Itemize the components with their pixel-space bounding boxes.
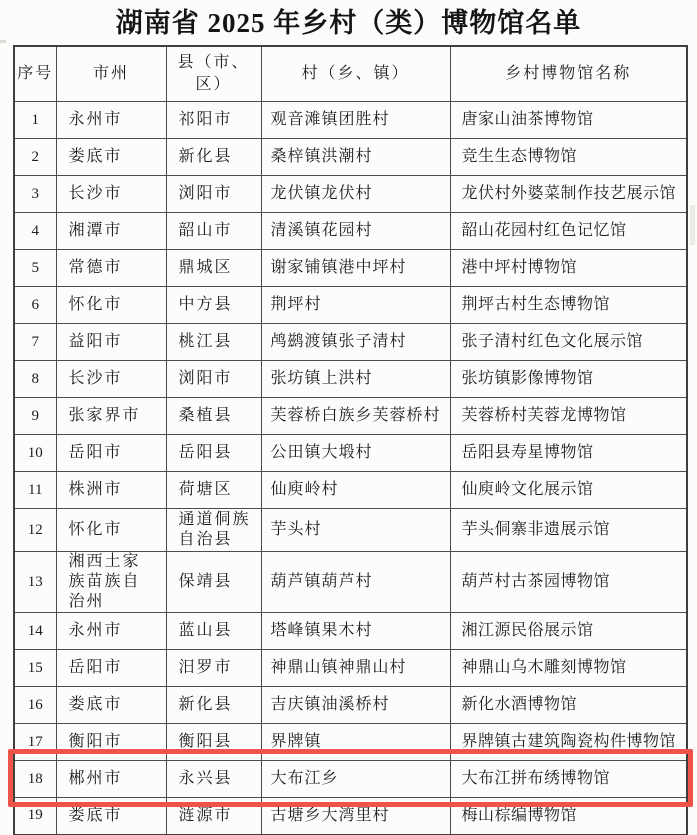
table-row-9 [14,398,687,435]
cell-seq: 6 [14,287,56,324]
column-header-county: 县（市、区） [166,46,261,102]
cell-museum-name: 梅山棕编博物馆 [450,798,687,835]
cell-city: 湘潭市 [56,213,166,250]
cell-county: 新化县 [166,687,261,724]
cell-county: 祁阳市 [166,102,261,139]
cell-county: 浏阳市 [166,361,261,398]
cell-seq: 3 [14,176,56,213]
cell-county: 浏阳市 [166,176,261,213]
cell-village: 葫芦镇葫芦村 [261,552,450,613]
cell-seq: 15 [14,650,56,687]
cell-museum-name: 新化水酒博物馆 [450,687,687,724]
cell-village: 龙伏镇龙伏村 [261,176,450,213]
table-row-11 [14,472,687,509]
cell-seq: 4 [14,213,56,250]
cell-city: 永州市 [56,613,166,650]
cell-village: 清溪镇花园村 [261,213,450,250]
cell-museum-name: 荆坪古村生态博物馆 [450,287,687,324]
cell-seq: 13 [14,552,56,613]
table-body [14,102,687,835]
cell-seq: 7 [14,324,56,361]
table-row-3 [14,176,687,213]
cell-seq: 12 [14,509,56,552]
table-row-7 [14,324,687,361]
table-row-19 [14,798,687,835]
table-row-6 [14,287,687,324]
cell-county: 永兴县 [166,761,261,798]
cell-museum-name: 湘江源民俗展示馆 [450,613,687,650]
cell-county: 通道侗族自治县 [166,509,261,552]
cell-county: 保靖县 [166,552,261,613]
cell-county: 衡阳县 [166,724,261,761]
cell-county: 岳阳县 [166,435,261,472]
cell-city: 常德市 [56,250,166,287]
cell-village: 界牌镇 [261,724,450,761]
table-row-15 [14,650,687,687]
cell-village: 芋头村 [261,509,450,552]
cell-museum-name: 竞生生态博物馆 [450,139,687,176]
cell-seq: 19 [14,798,56,835]
cell-city: 郴州市 [56,761,166,798]
table-row-17 [14,724,687,761]
cell-museum-name: 大布江拼布绣博物馆 [450,761,687,798]
table-row-16 [14,687,687,724]
cell-seq: 18 [14,761,56,798]
cell-city: 长沙市 [56,176,166,213]
cell-village: 鸬鹚渡镇张子清村 [261,324,450,361]
cell-village: 荆坪村 [261,287,450,324]
table-row-1 [14,102,687,139]
cell-village: 桑梓镇洪潮村 [261,139,450,176]
cell-city: 长沙市 [56,361,166,398]
cell-village: 观音滩镇团胜村 [261,102,450,139]
cell-village: 塔峰镇果木村 [261,613,450,650]
cell-county: 韶山市 [166,213,261,250]
cell-village: 吉庆镇油溪桥村 [261,687,450,724]
cell-museum-name: 芙蓉桥村芙蓉龙博物馆 [450,398,687,435]
cell-museum-name: 韶山花园村红色记忆馆 [450,213,687,250]
cell-city: 岳阳市 [56,650,166,687]
cell-village: 芙蓉桥白族乡芙蓉桥村 [261,398,450,435]
scan-artifact [0,40,6,43]
cell-county: 涟源市 [166,798,261,835]
cell-museum-name: 张子清村红色文化展示馆 [450,324,687,361]
cell-village: 古塘乡大湾里村 [261,798,450,835]
cell-village: 公田镇大塅村 [261,435,450,472]
column-header-museum-name: 乡村博物馆名称 [450,46,687,102]
cell-museum-name: 葫芦村古茶园博物馆 [450,552,687,613]
column-header-city: 市州 [56,46,166,102]
cell-city: 怀化市 [56,287,166,324]
cell-museum-name: 芋头侗寨非遗展示馆 [450,509,687,552]
table-row-5 [14,250,687,287]
cell-museum-name: 龙伏村外婆菜制作技艺展示馆 [450,176,687,213]
cell-seq: 17 [14,724,56,761]
cell-seq: 16 [14,687,56,724]
cell-city: 岳阳市 [56,435,166,472]
cell-seq: 2 [14,139,56,176]
cell-village: 大布江乡 [261,761,450,798]
cell-village: 神鼎山镇神鼎山村 [261,650,450,687]
table-header [14,46,687,102]
cell-village: 仙庾岭村 [261,472,450,509]
cell-museum-name: 唐家山油茶博物馆 [450,102,687,139]
cell-county: 中方县 [166,287,261,324]
cell-museum-name: 岳阳县寿星博物馆 [450,435,687,472]
column-header-village: 村（乡、镇） [261,46,450,102]
cell-city: 益阳市 [56,324,166,361]
table-row-4 [14,213,687,250]
cell-village: 谢家铺镇港中坪村 [261,250,450,287]
cell-county: 新化县 [166,139,261,176]
cell-city: 张家界市 [56,398,166,435]
cell-county: 桑植县 [166,398,261,435]
cell-county: 汨罗市 [166,650,261,687]
museum-table [13,45,688,835]
cell-city: 娄底市 [56,139,166,176]
cell-museum-name: 仙庾岭文化展示馆 [450,472,687,509]
cell-museum-name: 张坊镇影像博物馆 [450,361,687,398]
table-row-8 [14,361,687,398]
table-row-10 [14,435,687,472]
cell-museum-name: 神鼎山乌木雕刻博物馆 [450,650,687,687]
cell-seq: 11 [14,472,56,509]
cell-city: 怀化市 [56,509,166,552]
cell-city: 株洲市 [56,472,166,509]
cell-county: 荷塘区 [166,472,261,509]
cell-seq: 14 [14,613,56,650]
cell-county: 桃江县 [166,324,261,361]
cell-county: 鼎城区 [166,250,261,287]
scan-artifact [690,205,695,245]
cell-seq: 1 [14,102,56,139]
cell-seq: 9 [14,398,56,435]
page-title: 湖南省 2025 年乡村（类）博物馆名单 [115,8,582,38]
cell-seq: 8 [14,361,56,398]
cell-seq: 10 [14,435,56,472]
cell-city: 娄底市 [56,687,166,724]
column-header-seq: 序号 [14,46,56,102]
header-row [14,46,687,102]
cell-city: 娄底市 [56,798,166,835]
cell-museum-name: 港中坪村博物馆 [450,250,687,287]
cell-museum-name: 界牌镇古建筑陶瓷构件博物馆 [450,724,687,761]
table-row-14 [14,613,687,650]
table-row-13 [14,552,687,613]
table-row-18 [14,761,687,798]
cell-city: 永州市 [56,102,166,139]
cell-city: 湘西土家族苗族自治州 [56,552,166,613]
cell-village: 张坊镇上洪村 [261,361,450,398]
cell-city: 衡阳市 [56,724,166,761]
cell-county: 蓝山县 [166,613,261,650]
table-row-12 [14,509,687,552]
cell-seq: 5 [14,250,56,287]
table-row-2 [14,139,687,176]
